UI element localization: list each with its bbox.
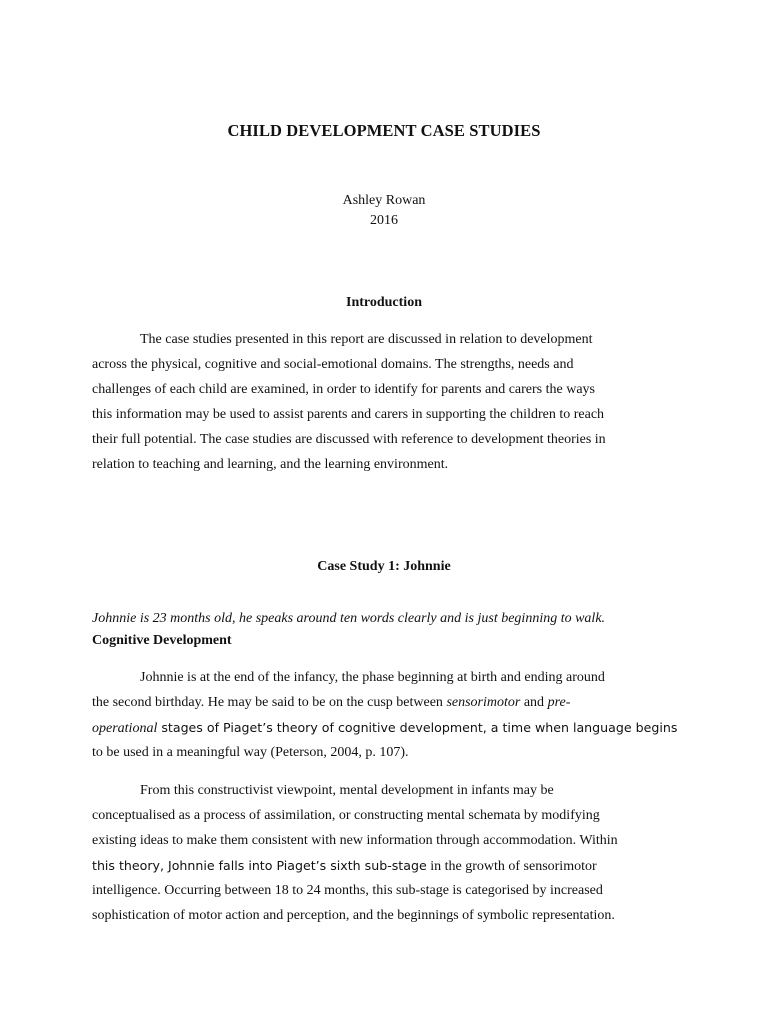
cognitive-development-heading: Cognitive Development [92, 633, 232, 648]
cog1-line-2-text: the second birthday. He may be said to be on the cusp between [92, 695, 447, 710]
intro-line-5: their full potential. The case studies are discussed with reference to development theories in [92, 432, 606, 447]
cog2-line-1: From this constructivist viewpoint, mental development in infants may be [140, 783, 554, 798]
cog2-line-2: conceptualised as a process of assimilation, or constructing mental schemata by modifying [92, 808, 600, 823]
cog1-line-1: Johnnie is at the end of the infancy, the phase beginning at birth and ending around [140, 670, 605, 685]
document-title: CHILD DEVELOPMENT CASE STUDIES [227, 121, 541, 140]
cog2-line-4-text-a: this theory, Johnnie falls into Piaget’s sixth sub-stage [92, 858, 427, 873]
case-study-1-summary: Johnnie is 23 months old, he speaks around ten words clearly and is just beginning to walk. [92, 611, 606, 626]
cog2-line-4 [92, 856, 597, 877]
author-name: Ashley Rowan [342, 193, 426, 208]
term-pre: pre- [547, 695, 571, 710]
intro-line-2: across the physical, cognitive and social-emotional domains. The strengths, needs and [92, 357, 574, 372]
cog1-line-2-and: and [520, 695, 548, 710]
introduction-heading: Introduction [346, 295, 422, 310]
term-operational: operational [92, 721, 158, 736]
cog1-line-2 [92, 693, 570, 713]
cog1-line-4: to be used in a meaningful way (Peterson, 2004, p. 107). [92, 745, 409, 760]
intro-line-6: relation to teaching and learning, and the learning environment. [92, 457, 449, 472]
term-sensorimotor: sensorimotor [446, 695, 521, 710]
cog2-line-5: intelligence. Occurring between 18 to 24 months, this sub-stage is categorised by increased [92, 883, 603, 898]
publication-year: 2016 [370, 213, 398, 228]
intro-line-1: The case studies presented in this report are discussed in relation to development [140, 332, 593, 347]
cog2-line-6: sophistication of motor action and perception, and the beginnings of symbolic representation. [92, 908, 615, 923]
cog2-line-4-text-b: in the growth of sensorimotor [426, 859, 597, 874]
cog2-line-3: existing ideas to make them consistent with new information through accommodation. Within [92, 833, 618, 848]
case-study-1-heading: Case Study 1: Johnnie [317, 559, 451, 574]
cog1-line-3 [92, 718, 677, 739]
cog1-line-3-text: stages of Piaget’s theory of cognitive development, a time when language begins [157, 720, 678, 735]
intro-line-4: this information may be used to assist parents and carers in supporting the children to reach [92, 407, 605, 422]
intro-line-3: challenges of each child are examined, in order to identify for parents and carers the ways [92, 382, 596, 397]
